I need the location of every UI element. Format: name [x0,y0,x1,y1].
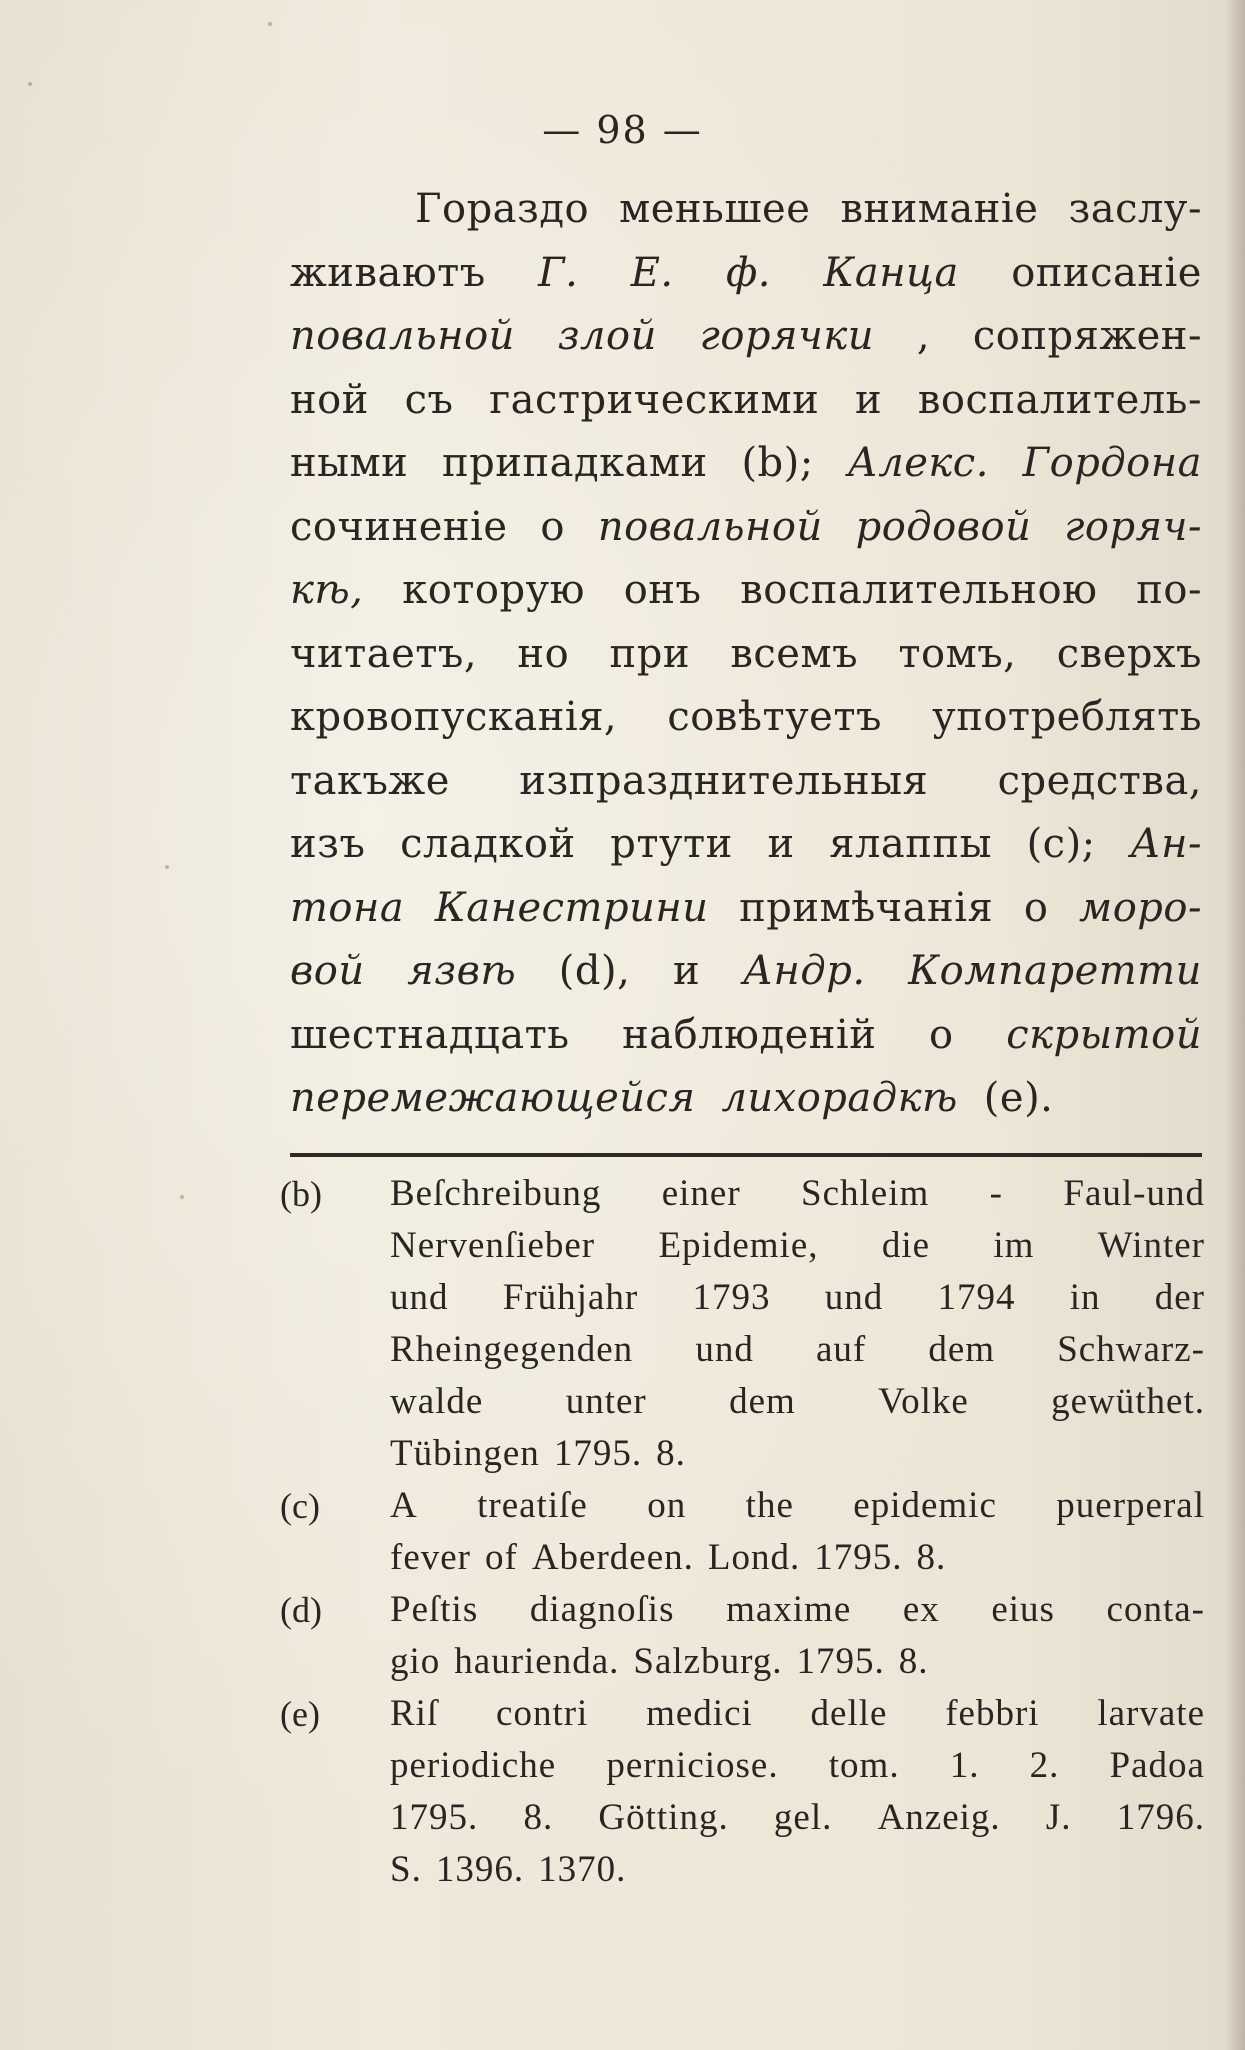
footnote-word: Salzburg. [633,1641,783,1682]
footnote-word: unter [565,1381,647,1422]
word: живаютъ [290,249,486,296]
word: при [609,630,690,677]
word: средства, [997,757,1202,804]
word: томъ, [898,630,1017,677]
word: онъ [623,567,702,613]
footnote-word: in [1069,1277,1101,1318]
italic-word: перемежающейся [290,1075,696,1121]
footnote-word: gio [390,1641,441,1682]
word: и [767,821,795,867]
word: кровопусканія, [290,694,618,740]
footnote-word: dem [729,1381,796,1422]
footnote-word: Aberdeen. [531,1537,694,1578]
footnote-line [390,1428,1205,1480]
footnote-word: 8. [523,1797,554,1838]
footnote-word: - [989,1173,1003,1214]
word: вниманіе [840,186,1039,232]
footnote-word: medici [646,1693,753,1734]
italic-word: Г. [538,249,579,296]
word: ртути [610,821,733,867]
paper-speck [180,1195,184,1199]
footnote-line [390,1272,1205,1324]
word: изъ [290,821,366,867]
word: о [929,1011,954,1058]
footnote-word: fever [390,1537,471,1578]
word: изпразднительныя [519,757,929,804]
word: ными [290,440,409,486]
footnote-word: puerperal [1056,1485,1205,1526]
footnote-line [390,1844,1205,1896]
footnote-word: periodiche [390,1745,557,1786]
footnote-word: conta- [1106,1589,1205,1630]
footnote-word: on [647,1485,687,1526]
italic-word: Андр. [742,948,866,994]
footnote-marker: (b) [280,1174,322,1214]
footnote [280,1688,1205,1896]
footnote-word: Winter [1097,1225,1205,1266]
italic-word: Канца [823,249,959,296]
footnote-word: Anzeig. [877,1797,1001,1838]
word: меньшее [619,186,811,232]
italic-word: повальной [597,503,823,550]
paper-speck [268,22,272,26]
paragraph-line [290,178,1202,242]
footnote-word: Frühjahr [502,1277,639,1318]
word: употреблять [932,694,1202,740]
word: ялаппы [829,821,992,867]
paragraph-line [290,369,1202,433]
footnote [280,1584,1205,1688]
page-number: — 98 — [542,108,703,152]
footnote-word: Riſ [390,1693,439,1734]
italic-word: Ан- [1130,821,1202,867]
footnote-word: ex [902,1589,940,1630]
paper-speck [28,82,32,86]
footnote-word: 1795. [390,1797,479,1838]
footnote-word: 1795. [796,1641,885,1682]
footnote-word: Volke [878,1381,969,1422]
footnote-word: contri [496,1693,589,1734]
word: съ [404,376,454,423]
word: воспалитель- [917,376,1202,423]
footnote-word: S. [390,1849,422,1890]
word: сопряжен- [972,313,1202,359]
footnote-word: A [390,1485,418,1526]
footnote-separator-rule [290,1153,1202,1157]
footnote-word: 2. [1029,1745,1060,1786]
paragraph-line [290,877,1202,941]
word: наблюденій [622,1011,877,1058]
word: но [517,630,570,677]
paragraph-line [290,559,1202,623]
footnote-word: epidemic [853,1485,997,1526]
paragraph-line [290,623,1202,687]
italic-word: Е. [630,249,674,296]
word: (b); [741,440,814,486]
footnote-line [390,1792,1205,1844]
word: припадками [442,440,708,486]
italic-word: лихорадкѣ [721,1075,958,1121]
word: гастрическими [489,376,820,423]
footnote-word: febbri [945,1693,1040,1734]
main-paragraph [290,178,1202,1131]
footnote-word: 8. [916,1537,947,1578]
footnote-line [390,1376,1205,1428]
footnote-word: diagnoſis [529,1589,675,1630]
footnote-word: Faul-und [1063,1173,1205,1214]
word: воспалительною [740,567,1098,613]
word: сверхъ [1056,630,1202,677]
footnote-word: 1396. [435,1849,525,1890]
footnote-line [390,1168,1205,1220]
footnote-word: der [1154,1277,1205,1318]
footnote-word: J. [1045,1797,1072,1838]
word: сладкой [400,821,576,867]
word: примѣчанія [739,884,994,931]
italic-word: Канестрини [434,884,709,931]
italic-word: ф. [725,249,772,296]
footnote-word: the [745,1485,794,1526]
paragraph-line [290,1004,1202,1068]
italic-word: кѣ, [290,567,364,613]
footnote-word: Schwarz- [1057,1329,1205,1370]
footnote-word: perniciose. [606,1745,779,1786]
footnote-word: 8. [898,1641,929,1682]
footnote-word: Epidemie, [658,1225,819,1266]
italic-word: скрытой [1006,1011,1202,1058]
word: и [854,376,883,423]
word: (d), [558,948,631,994]
italic-word: вой [290,948,365,994]
italic-word: Компаретти [908,948,1202,994]
word: , [916,313,931,359]
footnote-word: Padoa [1109,1745,1205,1786]
italic-word: горячки [699,313,875,359]
footnote-word: und [824,1277,884,1318]
footnote-word: und [695,1329,754,1370]
footnote-word: 1. [949,1745,980,1786]
footnote-word: gewüthet. [1051,1381,1205,1422]
footnote-marker: (d) [280,1590,322,1630]
footnote-word: of [485,1537,518,1578]
paragraph-line [290,750,1202,814]
footnote-word: haurienda. [454,1641,620,1682]
italic-word: горяч- [1064,503,1202,550]
footnote-line [390,1532,1205,1584]
paragraph-line [290,432,1202,496]
word: (e). [983,1075,1054,1121]
footnote-line [390,1220,1205,1272]
paragraph-line [290,1067,1202,1131]
footnote-word: einer [661,1173,741,1214]
footnote-word: maxime [726,1589,852,1630]
footnote-line [390,1636,1205,1688]
footnotes-section [280,1168,1205,1896]
word: по- [1136,567,1202,613]
footnote-line [390,1324,1205,1376]
footnote-word: gel. [773,1797,833,1838]
word: читаетъ, [290,630,478,677]
footnote-word: 1796. [1116,1797,1205,1838]
word: такъже [290,757,450,804]
paragraph-line [290,813,1202,877]
italic-word: злой [557,313,657,359]
footnote-word: dem [928,1329,996,1370]
footnote-word: Rheingegenden [390,1329,634,1370]
footnote-word: treatiſe [477,1485,588,1526]
footnote-word: und [390,1277,449,1318]
footnote-word: 1795. [553,1433,643,1474]
footnote-word: delle [810,1693,888,1734]
footnote-word: Tübingen [390,1433,540,1474]
word: сочиненіе [290,503,508,550]
footnote-word: tom. [828,1745,900,1786]
footnote-word: Götting. [598,1797,729,1838]
word: Гораздо [415,186,590,232]
footnote-marker: (e) [280,1694,320,1734]
footnote-word: eius [991,1589,1055,1630]
footnote-word: 8. [656,1433,686,1474]
footnote-word: im [993,1225,1035,1266]
paragraph-line [290,940,1202,1004]
paragraph-line [290,242,1202,306]
footnote-word: 1370. [538,1849,627,1890]
word: ной [290,376,369,423]
footnote-word: larvate [1097,1693,1205,1734]
footnote-word: auf [815,1329,867,1370]
paper-speck [165,865,169,869]
footnote [280,1168,1205,1480]
word: шестнадцать [290,1011,570,1058]
word: всемъ [730,630,859,677]
italic-word: повальной [290,313,515,359]
footnote-word: Peſtis [390,1589,479,1630]
footnote-word: Beſchreibung [390,1173,602,1214]
paragraph-line [290,686,1202,750]
word: совѣтуетъ [667,694,882,740]
footnote [280,1480,1205,1584]
word: и [672,948,701,994]
italic-word: Гордона [1022,440,1202,486]
footnote-word: 1795. [814,1537,903,1578]
footnote-word: 1793 [692,1277,771,1318]
footnote-marker: (c) [280,1486,320,1526]
footnote-line [390,1688,1205,1740]
word: описаніе [1011,249,1202,296]
italic-word: тона [290,884,405,931]
footnote-line [390,1584,1205,1636]
footnote-word: Nervenſieber [390,1225,596,1266]
paragraph-line [290,496,1202,560]
paragraph-line [290,305,1202,369]
italic-word: родовой [855,503,1032,550]
word: заслу- [1068,186,1202,232]
italic-word: язвѣ [407,948,517,994]
footnote-word: die [881,1225,931,1266]
footnote-word: walde [390,1381,484,1422]
footnote-word: 1794 [937,1277,1016,1318]
italic-word: моро- [1079,884,1202,931]
page-gutter-shadow [1225,0,1245,2050]
footnote-word: Schleim [801,1173,930,1214]
word: которую [402,567,585,613]
word: (c); [1026,821,1096,867]
word: о [1023,884,1049,931]
italic-word: Алекс. [847,440,989,486]
word: о [540,503,565,550]
footnote-line [390,1480,1205,1532]
footnote-line [390,1740,1205,1792]
footnote-word: Lond. [707,1537,801,1578]
